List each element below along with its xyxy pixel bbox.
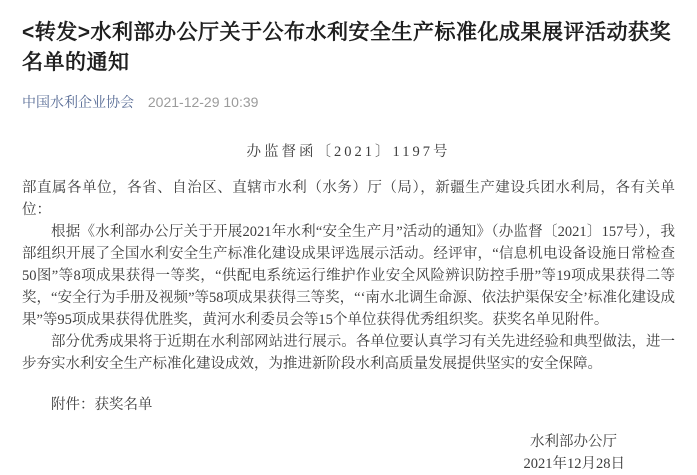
attachment-line: 附件：获奖名单 [51,396,153,413]
body-paragraph-1: 根据《水利部办公厅关于开展2021年水利“安全生产月”活动的通知》（办监督〔2021〕157号），我部组织开展了全国水利安全生产标准化建设成果评选展示活动。经评审，“信息机电设备设施日常检查50图”等8项成果获得一等奖，“供配电系统运行维护作业安全风险辨识防控手册”等19项成果获得二等奖，“安全行为手册及视频”等58项成果获得三等奖，“‘南水北调生命源、依法护渠保安全’标准化建设成果”等95项成果获得优胜奖，黄河水利委员会等15个单位获得优秀组织奖。获奖名单见附件。 [22,223,675,328]
article-meta [22,93,675,111]
signature-block [22,431,675,475]
account-name-link[interactable]: 中国水利企业协会 [22,93,134,110]
article-title: <转发>水利部办公厅关于公布水利安全生产标准化成果展评活动获奖名单的通知 [22,21,672,75]
signer-name: 水利部办公厅 [530,433,617,450]
salutation-line: 部直属各单位，各省、自治区、直辖市水利（水务）厅（局），新疆生产建设兵团水利局，各有关单位： [22,179,675,218]
document-number: 办监督函〔2021〕1197号 [246,143,451,160]
body-paragraph-2: 部分优秀成果将于近期在水利部网站进行展示。各单位要认真学习有关先进经验和典型做法，进一步夯实水利安全生产标准化建设成效，为推进新阶段水利高质量发展提供坚实的安全保障。 [22,333,675,372]
document-body [22,141,675,475]
sign-date: 2021年12月28日 [523,455,625,472]
publish-time: 2021-12-29 10:39 [147,93,259,110]
